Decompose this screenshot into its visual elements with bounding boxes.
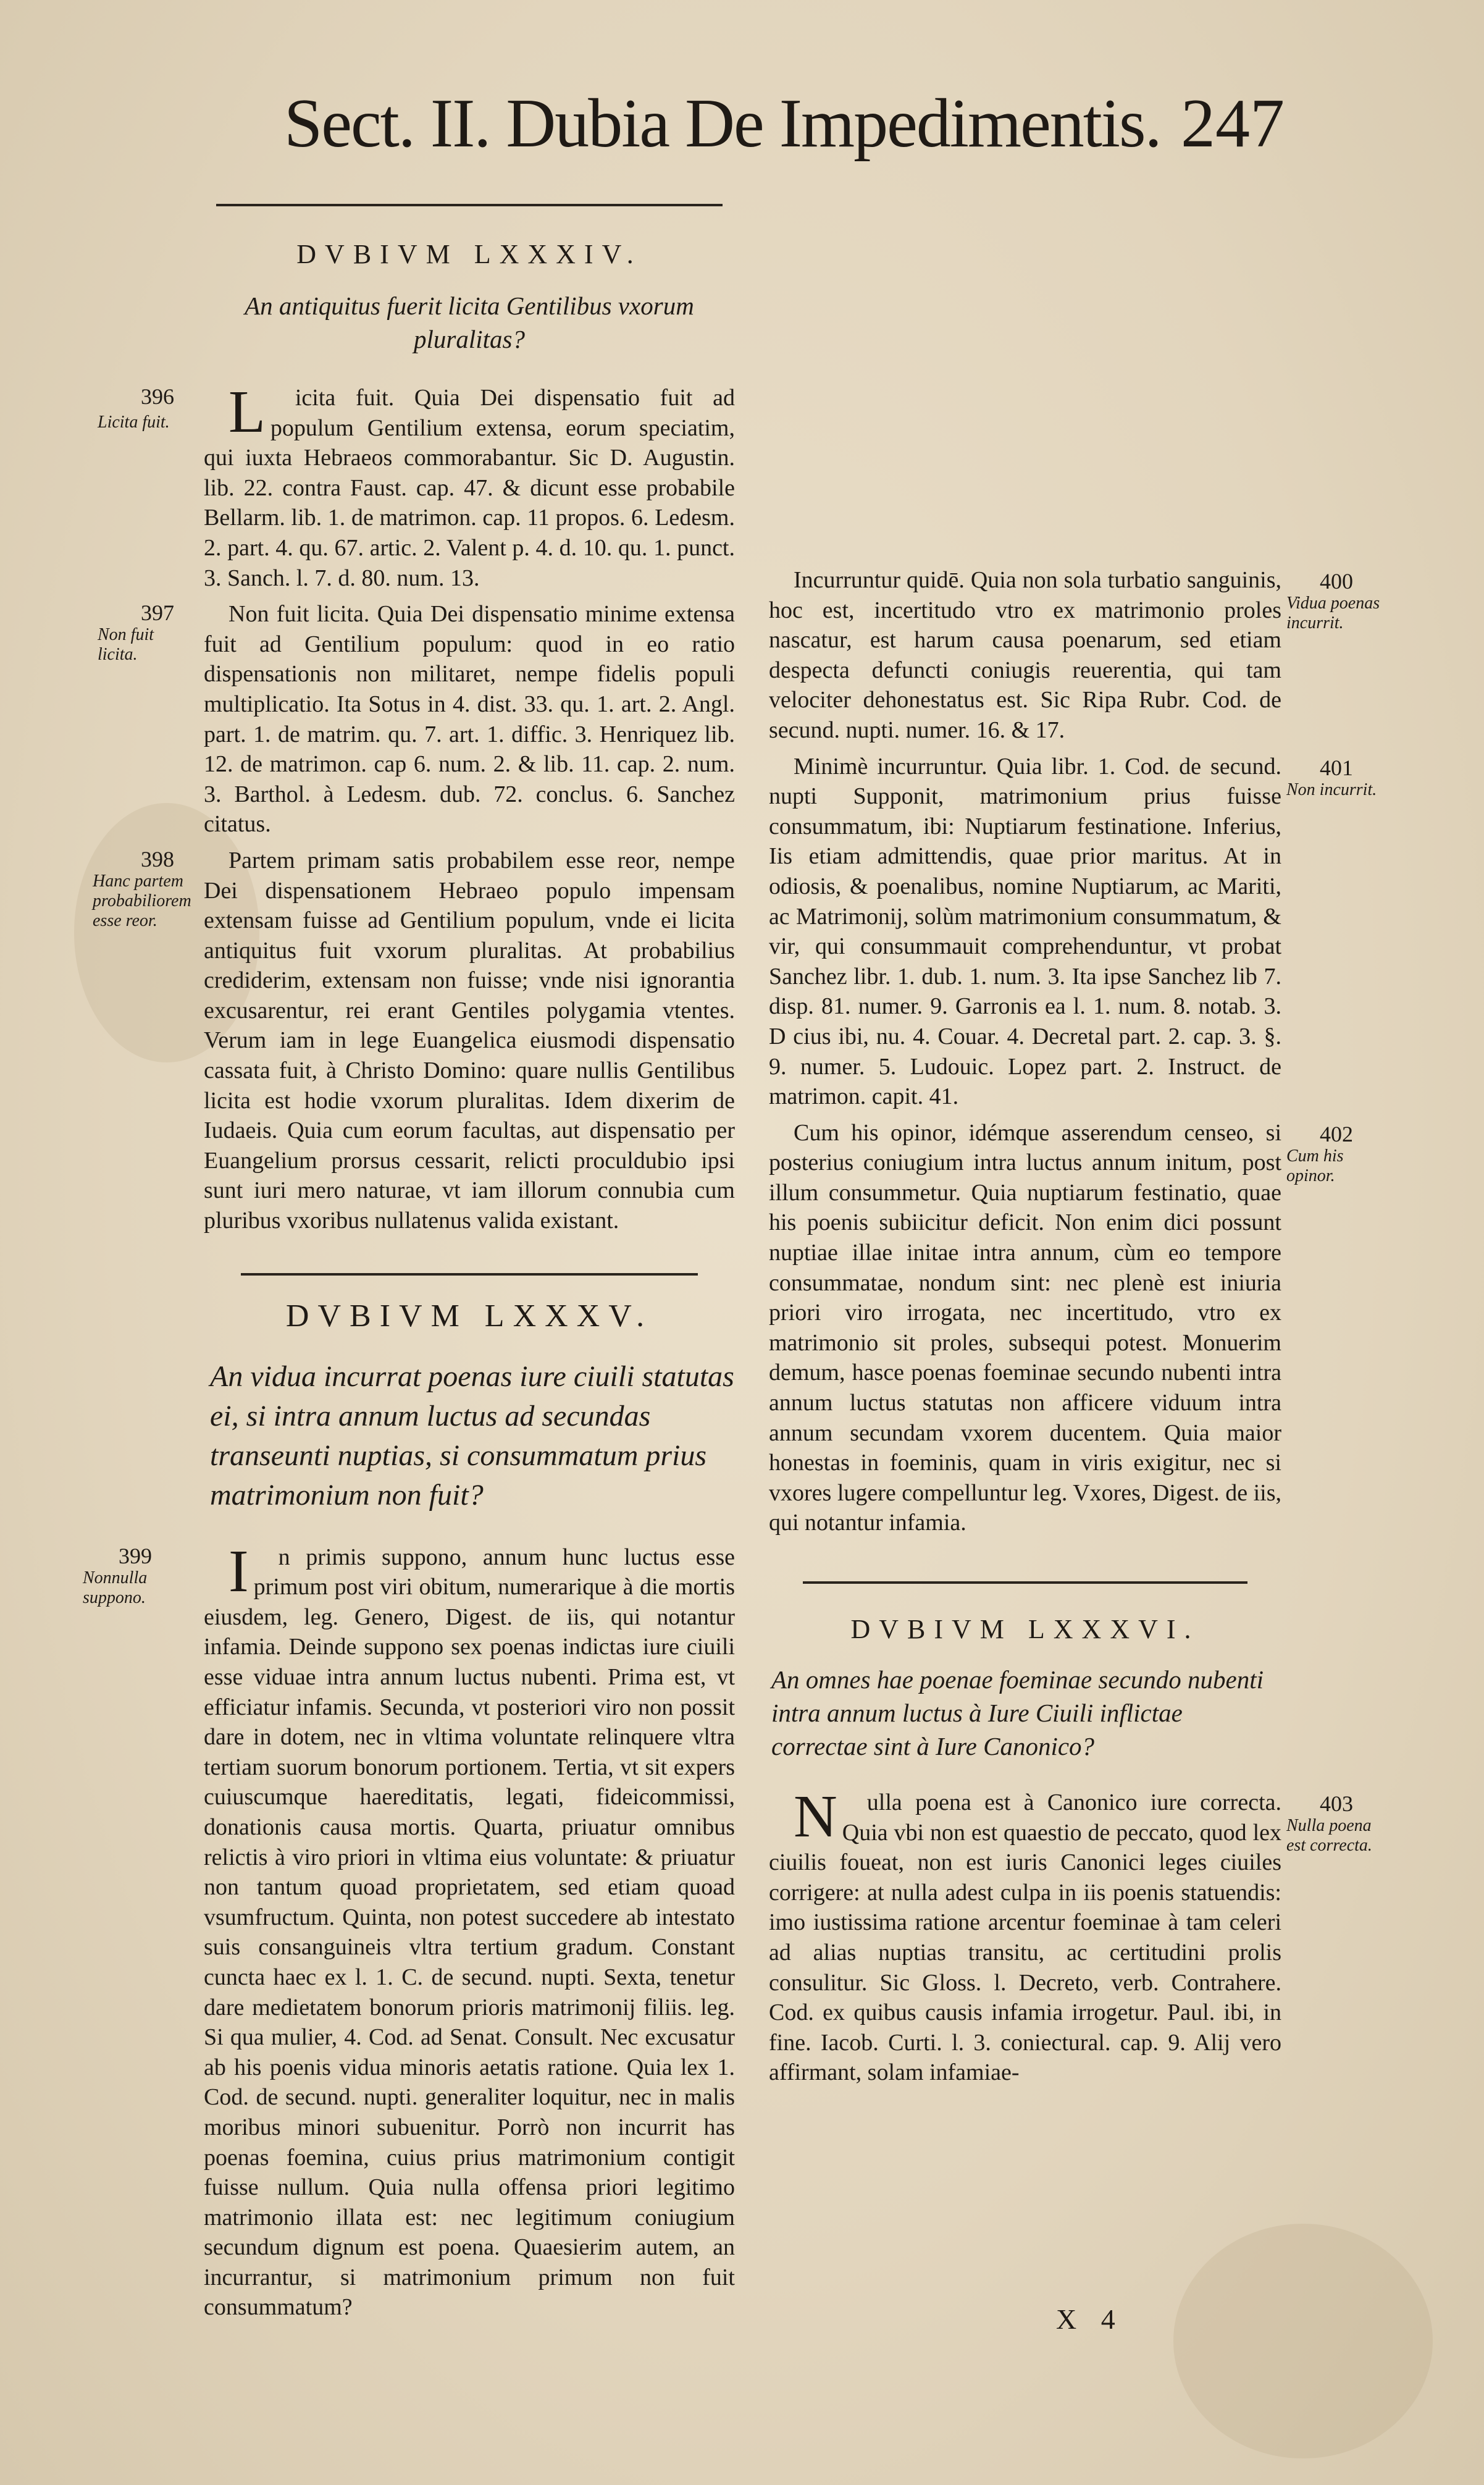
running-title: Sect. II. Dubia De Impedimentis. [284,85,1161,162]
paragraph [98,599,735,839]
paragraph-text: Partem primam satis probabilem esse reor, nempe Dei dispensationem Hebraeo populo impensam extensam fuisse ad Gentilium populum, vnde ei licita antiquitus fuit vxorum pluralitas. At probabilius crediderim, extensam non fuisse; vnde nisi ignorantia excusarentur, rei erant Gentiles polygamia vtentes. Verum iam in lege Euangelica eiusmodi dispensatio cassata fuit, à Christo Domino: quare nullis Gentilibus licita est hodie vxorum pluralitas. Idem dixerim de Iudaeis. Quia cum eorum facultas, aut dispensatio per Euangelium prorsus cessarit, relicti proculdubio ipsi sunt iuri mero naturae, vt iam illorum connubia cum pluribus vxoribus nullatenus valida existant. [204,847,735,1234]
section-question: An omnes hae poenae foeminae secundo nubenti intra annum luctus à Iure Ciuili inflictae correctae sint à Iure Canonico? [771,1665,1264,1760]
paragraph-text: Non fuit licita. Quia Dei dispensatio minime extensa fuit ad Gentilium populum: quod in eo ratio dispensationis non militaret, nempe fidelis populi multiplicatio. Ita Sotus in 4. dist. 33. qu. 1. art. 2. Angl. part. 1. de matrim. qu. 7. art. 1. diffic. 3. Henriquez lib. 12. de matrimon. cap 6. num. 2. & lib. 11. cap. 2. num. 3. Barthol. à Ledesm. dub. 72. conclus. 6. Sanchez citatus. [204,601,735,838]
margin-number: 396 [141,384,174,409]
section-rule [241,1273,698,1276]
margin-number: 402 [1320,1121,1353,1146]
section-title: DVBIVM LXXXIV. [296,239,642,269]
signature-mark: X 4 [1056,2303,1124,2335]
section-rule [803,1581,1247,1584]
paragraph [83,1537,735,2323]
margin-note: Nonnulla suppono. [83,1568,148,1607]
margin-note: Non fuit licita. [98,625,154,665]
margin-number: 397 [141,600,174,626]
margin-number: 398 [141,846,174,872]
margin-note: Hanc partem probabiliorem esse reor. [93,871,191,930]
margin-number: 400 [1320,569,1353,594]
section-title: DVBIVM LXXXVI. [850,1614,1200,1644]
paragraph-text: In primis suppono, annum hunc luctus esse primum post viri obitum, numerarique à die mortis eiusdem, leg. Genero, Digest. de iis, qui notantur infamia. Deinde suppono sex poenas indictas iure ciuili esse viduae intra annum luctus nubenti. Prima est, vt efficiatur infamis. Secunda, vt posteriori viro non possit dare in dotem, nec in vltima voluntate relinquere vltra tertiam suorum bonorum portionem. Tertia, vt sit expers cuiuscumque haereditatis, legati, fideicommissi, donationis causa mortis. Quarta, priuatur omnibus relictis à viro priori in vltima eius voluntate: & priuatur non tantum quoad proprietatem, sed etiam quoad vsumfructum. Quinta, non potest succedere ab intestato suis consanguineis vltra tertium gradum. Constant cuncta haec ex l. 1. C. de secund. nupti. Sexta, tenetur dare medietatem bonorum prioris matrimonij filiis. leg. Si qua mulier, 4. Cod. ad Senat. Consult. Nec excusatur ab his poenis vidua minoris aetatis ratione. Quia lex 1. Cod. de secund. nupti. generaliter loquitur, nec in malis moribus minori subuenitur. Porrò non incurrit has poenas foemina, cuius prius matrimonium contigit fuisse nullum. Quia nulla offensa priori legitimo matrimonio illata est: nec legitimum coniugium secundum dignum est poena. Quaesierim autem, an incurrantur, si matrimonium primum non fuit consummatum? [204,1537,735,2321]
paragraph-text: Nulla poena est à Canonico iure correcta. Quia vbi non est quaestio de peccato, quod lex ciuilis foueat, non est iuris Canonici leges ciuiles corrigere: at nulla adest culpa in iis poenis statuendis: imo iustissima ratione arcentur foeminae à tam celeri ad alias nuptias transitu, ac certitudini prolis consulitur. Sic Gloss. l. Decreto, verb. Contrahere. Cod. ex quibus causis infamia irrogetur. Paul. ibi, in fine. Iacob. Curti. l. 3. coniectural. cap. 9. Alij vero affirmant, solam infamiae- [769,1783,1281,2086]
paragraph [769,752,1377,1112]
section-title: DVBIVM LXXXV. [285,1298,653,1334]
margin-number: 401 [1320,755,1353,780]
paragraph [98,379,735,593]
paragraph-text: Minimè incurruntur. Quia libr. 1. Cod. de secund. nupti Supponit, matrimonium prius fuisse consummatum, ibi: Nuptiarum festinatione. Inferius, Iis etiam admittendis, quae prior maritus. At in odiosis, & poenalibus, nomine Nuptiarum, ac Mariti, ac Matrimonij, solùm matrimonium consummatum, & vir, qui consummauit comprehenduntur, vt probat Sanchez libr. 1. dub. 1. num. 3. Ita ipse Sanchez lib 7. disp. 81. numer. 9. Garronis ea l. 1. num. 8. notab. 3. D cius ibi, nu. 4. Couar. 4. Decretal part. 2. cap. 3. §. 9. numer. 5. Ludouic. Lopez part. 2. Instruct. de matrimon. capit. 41. [769,753,1281,1110]
right-column-continued [769,565,1380,2088]
paragraph [769,1118,1353,1538]
page-number: 247 [1181,85,1285,162]
paragraph [93,846,735,1236]
paragraph-text: Cum his opinor, idémque asserendum censeo, si posterius coniugium intra luctus annum initum, post illum consummetur. Quia nuptiarum festinatio, quae his poenis subiicitur deficit. Non enim dici possunt nuptiae illae initae intra annum, cùm eo tempore consummatae, nondum sint: nec plenè est iniuria priori viro irrogata, nec incertitudo, vtro ex matrimonio sit proles, subsequi potest. Monuerim demum, hasce poenas foeminae secundo nubenti intra annum luctus statutas non afficere viduum intra annum secundam vxorem ducentem. Quia maior honestas in foeminis, quam in viris exigitur, nec si vxores lugere compelluntur leg. Vxores, Digest. de iis, qui notantur infamia. [769,1119,1281,1536]
section-question: An antiquitus fuerit licita Gentilibus vxorum pluralitas? [245,292,694,353]
left-column [83,185,735,2323]
section-question: An vidua incurrat poenas iure ciuili statutas ei, si intra annum luctus ad secundas transeunti nuptias, si consummatum prius matrimonium non fuit? [210,1360,734,1512]
paragraph [769,1783,1372,2088]
section-rule [216,204,723,206]
paragraph [769,565,1380,746]
margin-number: 399 [119,1543,152,1568]
paragraph-text: Incurruntur quidē. Quia non sola turbatio sanguinis, hoc est, incertitudo vtro ex matrimonio proles nascatur, est harum causa poenarum, sed etiam despecta defuncti coniugis reuerentia, qui tam velociter dehonestatus est. Sic Ripa Rubr. Cod. de secund. nupti. numer. 16. & 17. [769,567,1281,743]
margin-note: Licita fuit. [98,413,170,432]
margin-note: Non incurrit. [1286,780,1377,799]
margin-number: 403 [1320,1791,1353,1816]
paper-stain [1173,2224,1433,2458]
margin-note: Nulla poena est correcta. [1286,1816,1372,1855]
margin-note: Cum his opinor. [1286,1146,1344,1185]
paragraph-text: Licita fuit. Quia Dei dispensatio fuit ad populum Gentilium extensa, eorum speciatim, qui iuxta Hebraeos commorabantur. Sic D. Augustin. lib. 22. contra Faust. cap. 47. & dicunt esse probabile Bellarm. lib. 1. de matrimon. cap. 11 propos. 6. Ledesm. 2. part. 4. qu. 67. artic. 2. Valent p. 4. d. 10. qu. 1. punct. 3. Sanch. l. 7. d. 80. num. 13. [204,379,735,591]
running-header [284,77,1285,170]
margin-note: Vidua poenas incurrit. [1286,594,1380,633]
